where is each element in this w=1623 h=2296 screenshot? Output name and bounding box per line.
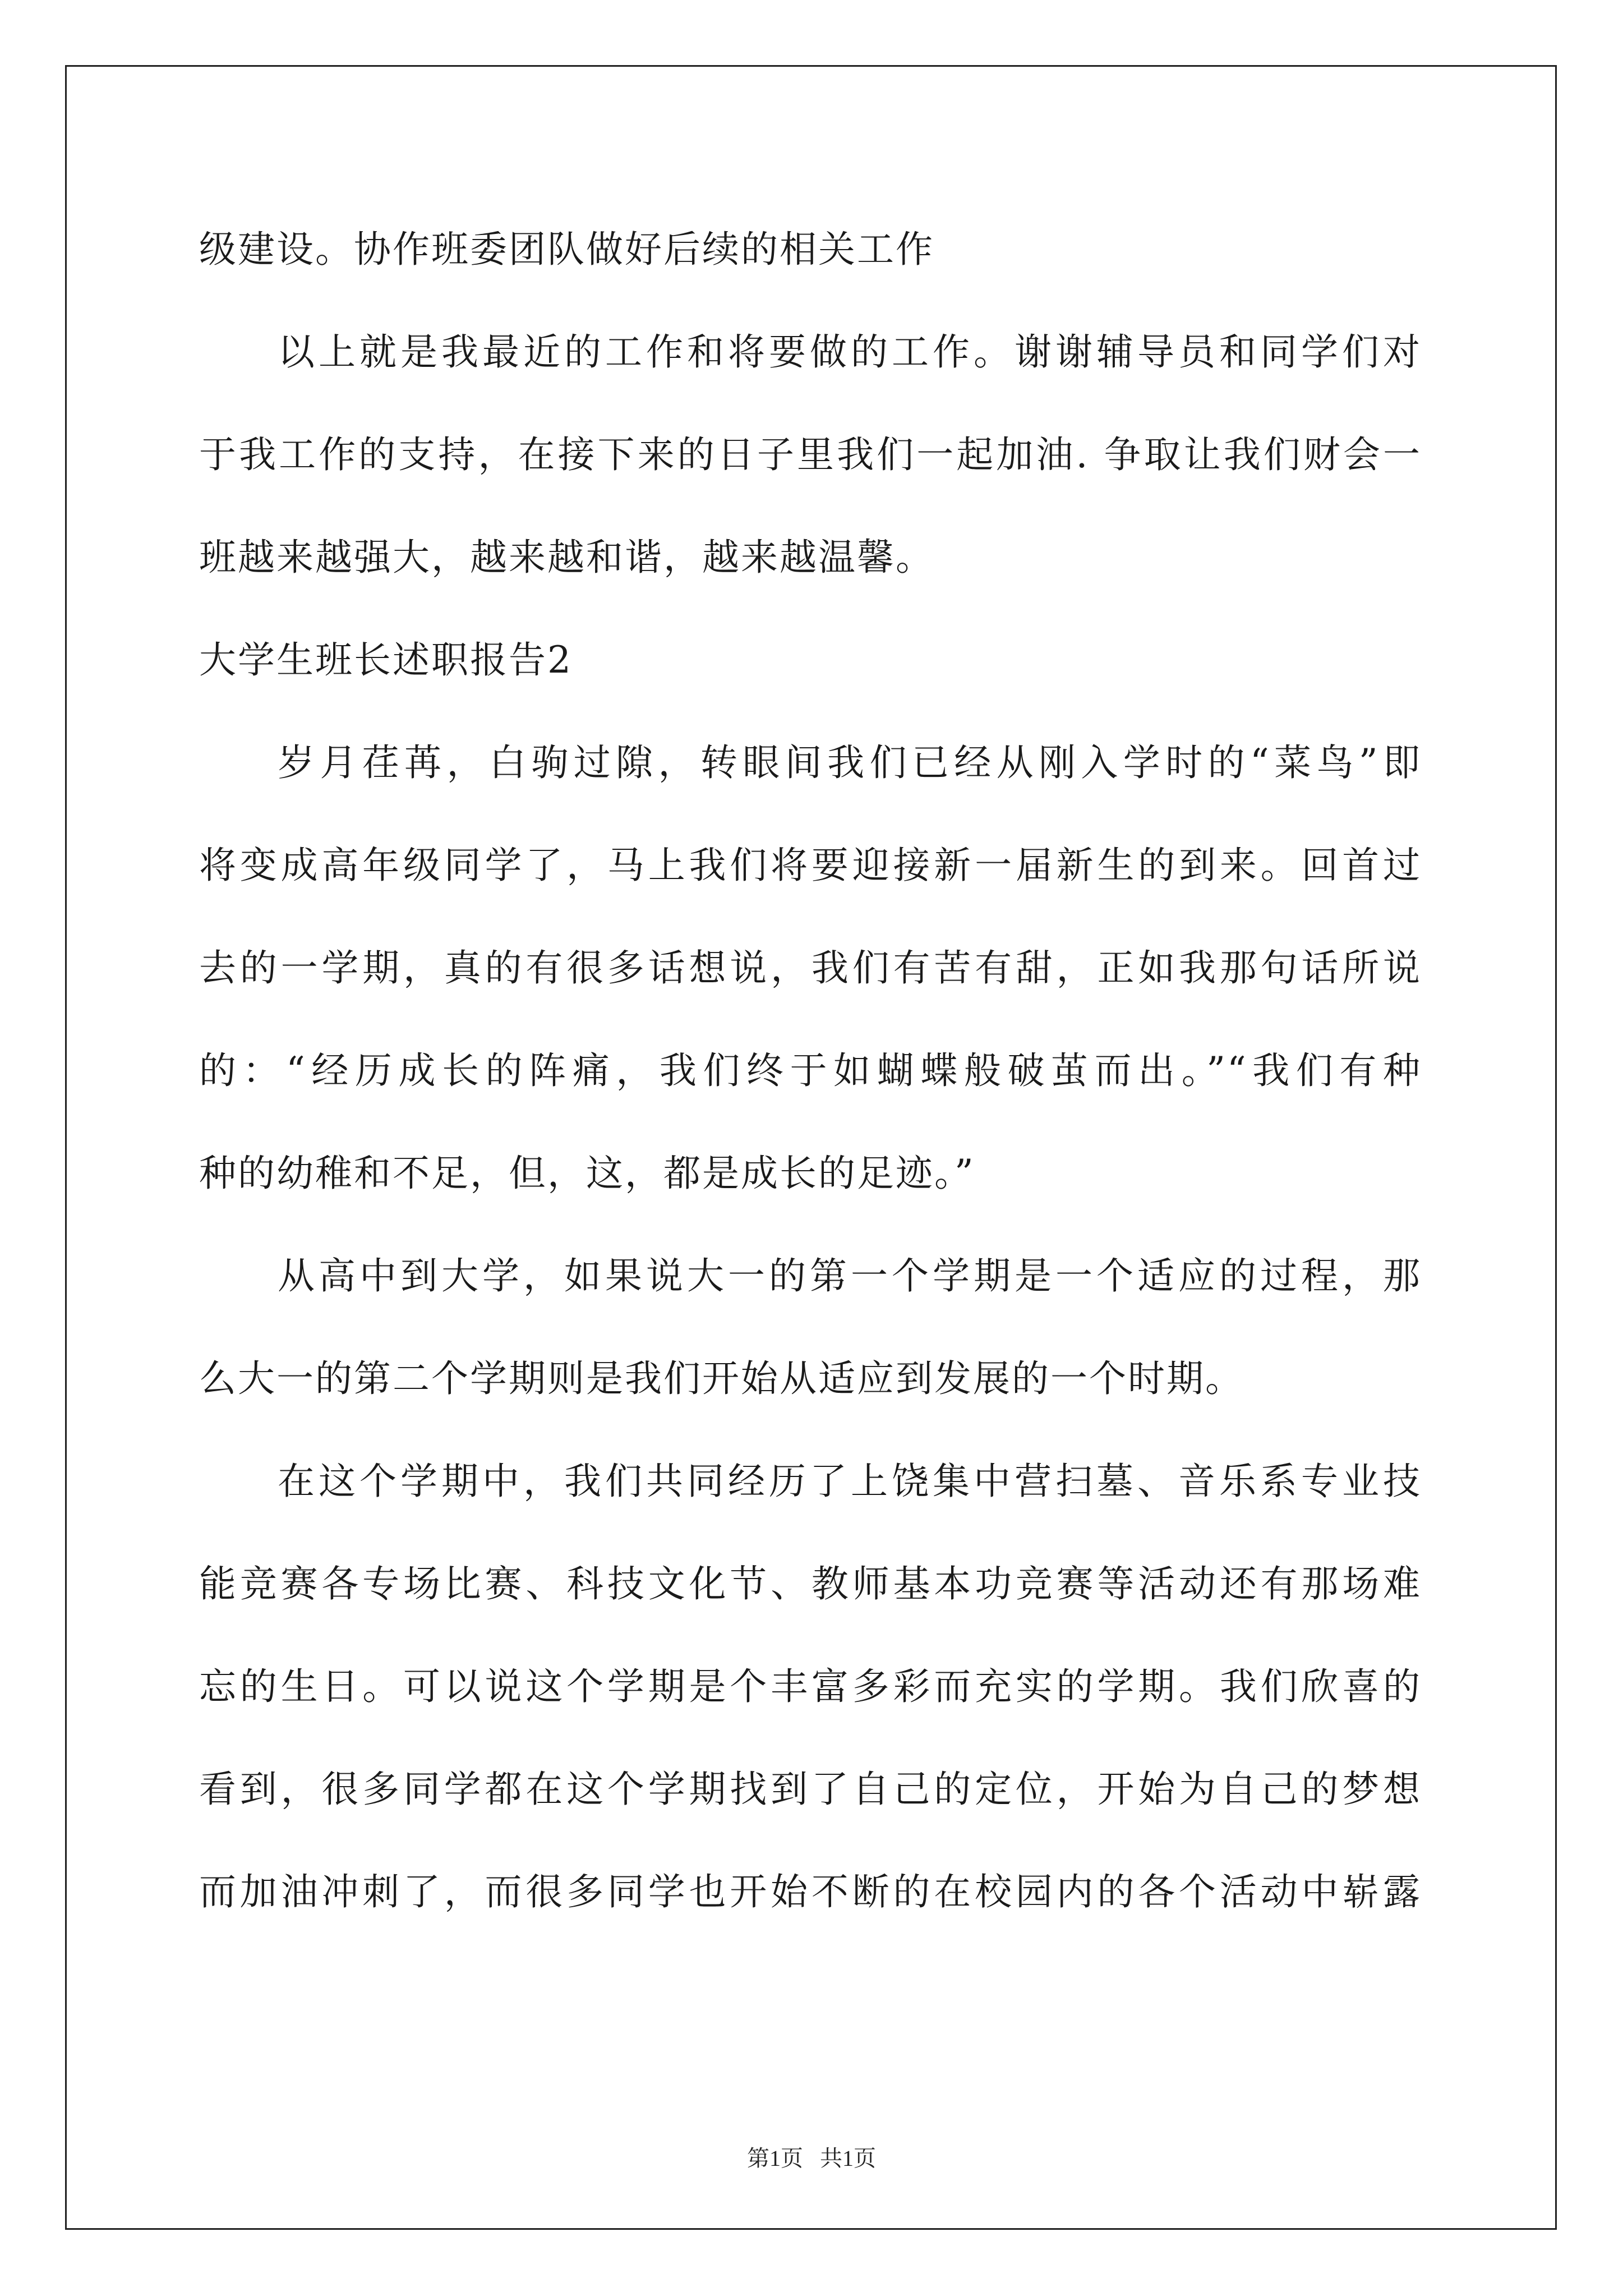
paragraph-line: 班越来越强大，越来越和谐，越来越温馨。 — [199, 536, 934, 579]
paragraph-line: 忘的生日。可以说这个学期是个丰富多彩而充实的学期。我们欣喜的 — [199, 1665, 1422, 1708]
paragraph-line: 在这个学期中，我们共同经历了上饶集中营扫墓、音乐系专业技 — [278, 1460, 1422, 1503]
paragraph-line: 而加油冲刺了，而很多同学也开始不断的在校园内的各个活动中崭露 — [199, 1870, 1422, 1913]
paragraph-line: 以上就是我最近的工作和将要做的工作。谢谢辅导员和同学们对 — [278, 330, 1422, 374]
paragraph-line: 从高中到大学，如果说大一的第一个学期是一个适应的过程，那 — [278, 1254, 1422, 1297]
section-heading: 大学生班长述职报告2 — [199, 638, 573, 682]
paragraph-line: 于我工作的支持，在接下来的日子里我们一起加油. 争取让我们财会一 — [199, 433, 1422, 476]
paragraph-line: 么大一的第二个学期则是我们开始从适应到发展的一个时期。 — [199, 1357, 1244, 1400]
paragraph-line: 种的幼稚和不足，但，这，都是成长的足迹。” — [199, 1152, 975, 1195]
paragraph-line: 的：“经历成长的阵痛，我们终于如蝴蝶般破茧而出。”“我们有种 — [199, 1049, 1422, 1092]
paragraph-line: 能竞赛各专场比赛、科技文化节、教师基本功竞赛等活动还有那场难 — [199, 1562, 1422, 1605]
page-total: 共1页 — [820, 2146, 876, 2171]
paragraph-line: 看到，很多同学都在这个学期找到了自己的定位，开始为自己的梦想 — [199, 1768, 1422, 1811]
document-body — [199, 208, 1422, 1953]
page-number: 第1页 — [747, 2146, 803, 2171]
paragraph-line: 去的一学期，真的有很多话想说，我们有苦有甜，正如我那句话所说 — [199, 946, 1422, 990]
paragraph-line: 岁月荏苒，白驹过隙，转眼间我们已经从刚入学时的“菜鸟”即 — [278, 741, 1422, 784]
paragraph-line: 将变成高年级同学了，马上我们将要迎接新一届新生的到来。回首过 — [199, 844, 1422, 887]
page-footer — [0, 2142, 1623, 2175]
paragraph-line: 级建设。协作班委团队做好后续的相关工作 — [199, 228, 934, 271]
